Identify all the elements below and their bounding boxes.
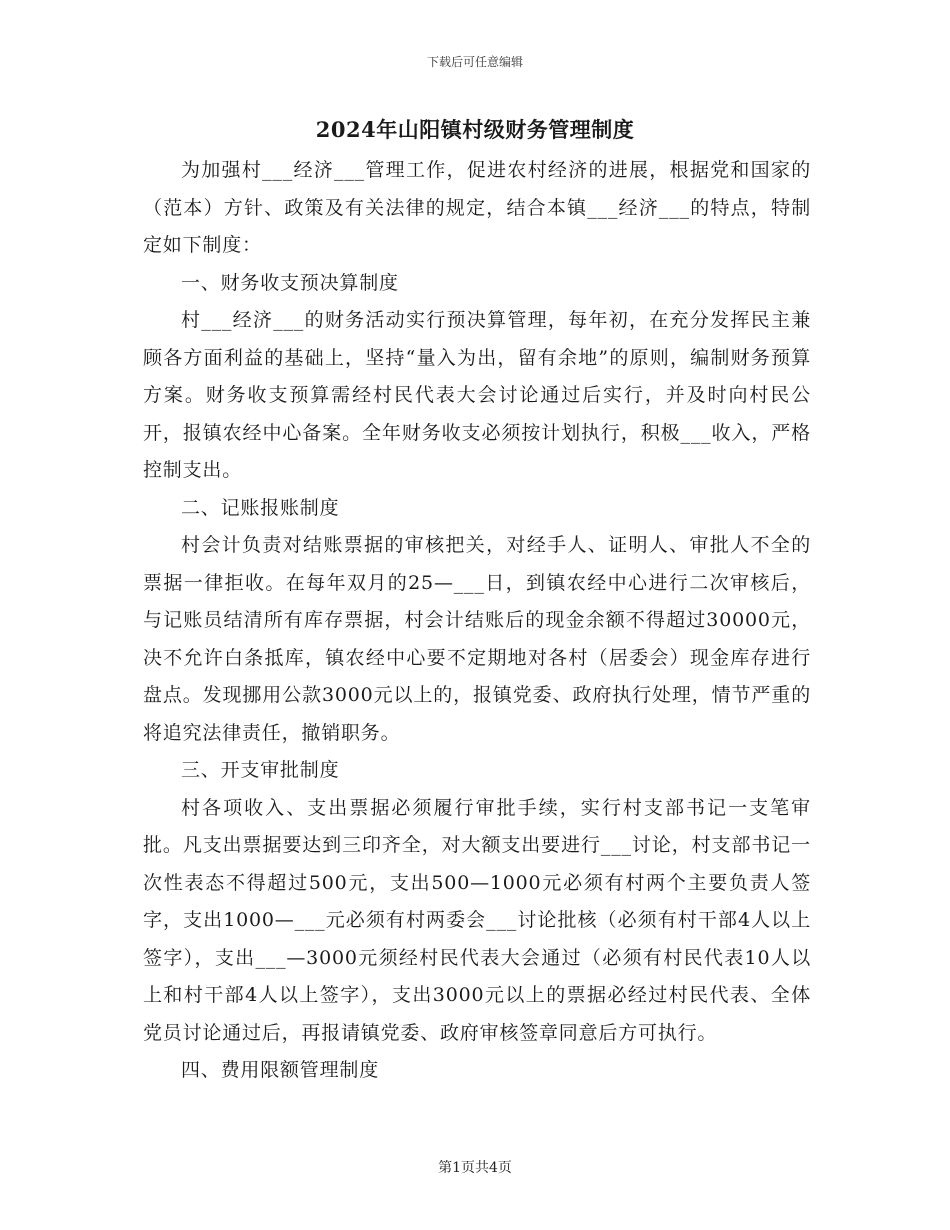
- paragraph-intro: 为加强村___经济___管理工作，促进农村经济的进展，根据党和国家的（范本）方针、政策及有关法律的规定，结合本镇___经济___的特点，特制定如下制度：: [143, 159, 811, 256]
- paragraph-bookkeeping: 村会计负责对结账票据的审核把关，对经手人、证明人、审批人不全的票据一律拒收。在每年双月的25—___日，到镇农经中心进行二次审核后，与记账员结清所有库存票据，村会计结账后的现金余额不得超过30000元，决不允许白条抵库，镇农经中心要不定期地对各村（居委会）现金库存进行盘点。发现挪用公款3000元以上的，报镇党委、政府执行处理，情节严重的将追究法律责任，撤销职务。: [143, 534, 811, 744]
- section-heading-1: 一、财务收支预决算制度: [181, 271, 399, 294]
- page-header-note: 下载后可任意编辑: [426, 55, 523, 69]
- document-body: [143, 152, 811, 1090]
- paragraph-budget: 村___经济___的财务活动实行预决算管理，每年初，在充分发挥民主兼顾各方面利益的基础上，坚持“量入为出，留有余地”的原则，编制财务预算方案。财务收支预算需经村民代表大会讨论通过后实行，并及时向村民公开，报镇农经中心备案。全年财务收支必须按计划执行，积极___收入，严格控制支出。: [143, 309, 811, 481]
- document-title: 2024年山阳镇村级财务管理制度: [315, 117, 635, 142]
- paragraph-approval: 村各项收入、支出票据必须履行审批手续，实行村支部书记一支笔审批。凡支出票据要达到三印齐全，对大额支出要进行___讨论，村支部书记一次性表态不得超过500元，支出500—1000元必须有村两个主要负责人签字，支出1000—___元必须有村两委会___讨论批核（必须有村干部4人以上签字），支出___—3000元须经村民代表大会通过（必须有村民代表10人以上和村干部4人以上签字），支出3000元以上的票据必经过村民代表、全体党员讨论通过后，再报请镇党委、政府审核签章同意后方可执行。: [143, 796, 811, 1044]
- section-heading-4: 四、费用限额管理制度: [181, 1059, 380, 1081]
- page-number: 第1页共4页: [438, 1160, 512, 1176]
- section-heading-2: 二、记账报账制度: [181, 496, 340, 519]
- section-heading-3: 三、开支审批制度: [181, 759, 340, 781]
